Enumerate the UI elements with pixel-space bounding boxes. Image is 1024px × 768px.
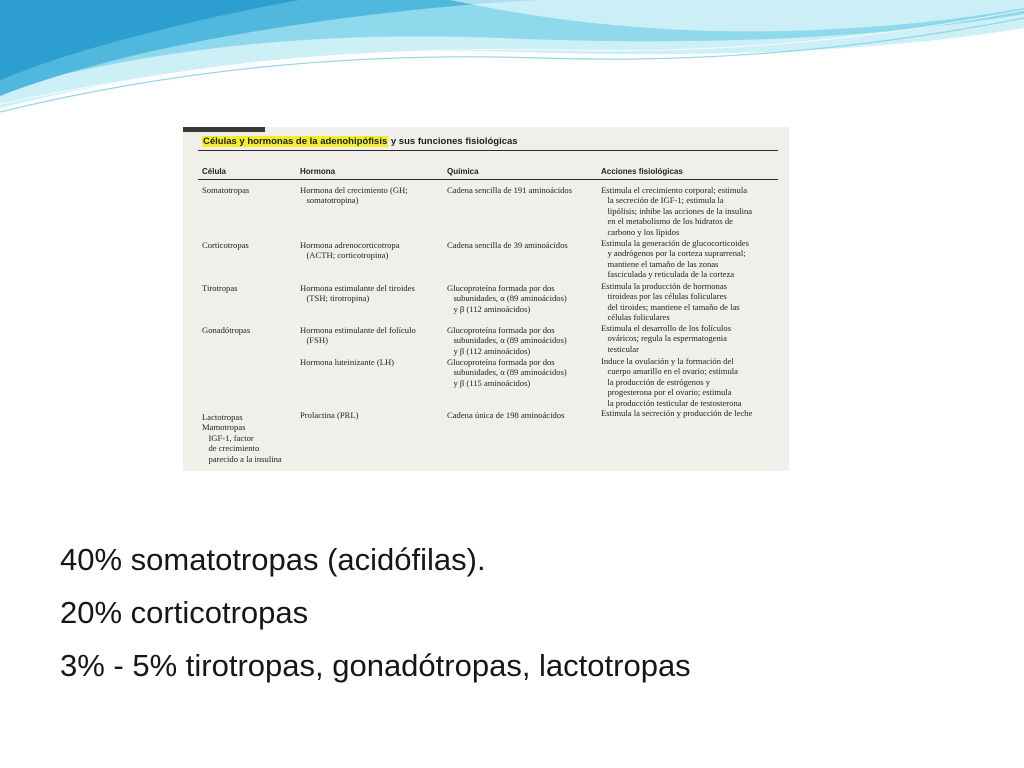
table-cell-actions: Induce la ovulación y la formación del cuerpo amarillo en el ovario; estimula la producción de estrógenos y progesterona por el ovario; estimula la producción testicular de testosterona [601, 356, 742, 408]
table-cell-actions: Estimula el desarrollo de los folículos ováricos; regula la espermatogenia testicular [601, 323, 732, 354]
table-title-rule [198, 150, 778, 151]
table-cell-hormone: Prolactina (PRL) [300, 410, 359, 420]
body-line: 3% - 5% tirotropas, gonadótropas, lactotropas [60, 648, 691, 683]
table-header-chemistry: Química [447, 167, 479, 176]
table-cell-hormone: Hormona estimulante del tiroides (TSH; tirotropina) [300, 283, 415, 304]
table-cell-cell: Tirotropas [202, 283, 238, 293]
table-header-rule [198, 179, 778, 180]
body-line: 40% somatotropas (acidófilas). [60, 542, 486, 577]
table-cell-actions: Estimula la secreción y producción de leche [601, 408, 753, 418]
table-cell-chemistry: Glucoproteína formada por dos subunidades, α (89 aminoácidos) y β (112 aminoácidos) [447, 283, 567, 314]
table-cell-chemistry: Cadena sencilla de 191 aminoácidos [447, 185, 573, 195]
table-cell-hormone: Hormona adrenocorticotropa (ACTH; corticotropina) [300, 240, 400, 261]
scan-top-bar [183, 127, 265, 132]
table-cell-cell: Corticotropas [202, 240, 249, 250]
table-header-cell: Célula [202, 167, 227, 176]
table-title-rest: y sus funciones fisiológicas [388, 136, 518, 147]
table-header-actions: Acciones fisiológicas [601, 167, 683, 176]
table-cell-actions: Estimula el crecimiento corporal; estimula la secreción de IGF-1; estimula la lipólisis; inhibe las acciones de la insulina en el metabolismo de los hidratos de carbono y los lípidos [601, 185, 753, 237]
table-title-highlight: Células y hormonas de la adenohipófisis [203, 136, 388, 147]
table-cell-actions: Estimula la generación de glucocorticoides y andrógenos por la corteza suprarrenal; mantiene el tamaño de las zonas fasciculada y reticulada de la corteza [601, 238, 749, 280]
table-cell-chemistry: Cadena única de 198 aminoácidos [447, 410, 565, 420]
header-wave-decoration [0, 0, 1024, 130]
body-line: 20% corticotropas [60, 595, 309, 630]
table-cell-chemistry: Cadena sencilla de 39 aminoácidos [447, 240, 568, 250]
table-header-hormone: Hormona [300, 167, 336, 176]
table-cell-hormone: Hormona estimulante del folículo (FSH) [300, 325, 416, 346]
table-cell-chemistry: Glucoproteína formada por dos subunidades, α (89 aminoácidos) y β (112 aminoácidos) [447, 325, 567, 356]
table-cell-hormone: Hormona luteinizante (LH) [300, 357, 395, 367]
slide-body-text [60, 533, 691, 692]
table-cell-cell: Gonadótropas [202, 325, 251, 335]
table-cell-chemistry: Glucoproteína formada por dos subunidades, α (89 aminoácidos) y β (115 aminoácidos) [447, 357, 567, 388]
table-title [202, 136, 518, 147]
table-cell-cell: Lactotropas Mamotropas IGF-1, factor de crecimiento parecido a la insulina [202, 412, 282, 464]
table-cell-actions: Estimula la producción de hormonas tiroideas por las células foliculares del tiroides; mantiene el tamaño de las células foliculares [601, 281, 740, 323]
table-cell-cell: Somatotropas [202, 185, 250, 195]
hormone-table-image [183, 127, 789, 471]
table-cell-hormone: Hormona del crecimiento (GH; somatotropina) [300, 185, 408, 206]
